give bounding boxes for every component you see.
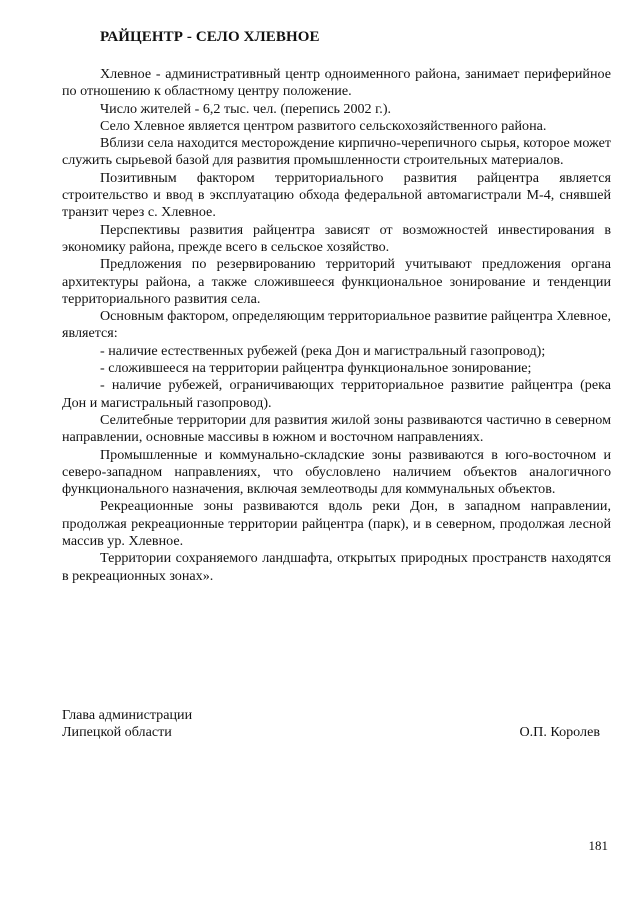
- signatory-position: Глава администрации: [62, 707, 193, 723]
- paragraph: Вблизи села находится месторождение кирпично-черепичного сырья, которое может служить сырьевой базой для развития промышленности строительных материалов.: [62, 135, 611, 169]
- paragraph: Промышленные и коммунально-складские зоны развиваются в юго-восточном и северо-западном направлениях, что обусловлено наличием объектов аналогичного функционального назначения, включая землеотводы для коммунальных объектов.: [62, 446, 611, 498]
- paragraph: Позитивным фактором территориального развития райцентра является строительство и ввод в эксплуатацию обхода федеральной автомагистрали М-4, снявшей транзит через с. Хлевное.: [62, 169, 611, 221]
- signatory-name: О.П. Королев: [519, 724, 600, 741]
- paragraph: Село Хлевное является центром развитого сельскохозяйственного района.: [100, 117, 547, 134]
- paragraph: Основным фактором, определяющим территориальное развитие райцентра Хлевное, является:: [62, 308, 611, 342]
- signature-block: [62, 707, 611, 742]
- signature-line-2: [62, 724, 611, 741]
- body-text: [62, 66, 611, 585]
- paragraph: Число жителей - 6,2 тыс. чел. (перепись 2002 г.).: [100, 100, 392, 117]
- paragraph: Территории сохраняемого ландшафта, открытых природных пространств находятся в рекреационных зонах».: [62, 550, 611, 584]
- list-item: - сложившееся на территории райцентра функциональное зонирование;: [100, 360, 532, 377]
- signature-line-1: [62, 707, 611, 724]
- paragraph: Хлевное - административный центр одноименного района, занимает периферийное по отношению к областному центру положение.: [62, 66, 611, 100]
- signatory-region: Липецкой области: [62, 724, 172, 741]
- section-title: РАЙЦЕНТР - СЕЛО ХЛЕВНОЕ: [100, 29, 320, 45]
- paragraph: Селитебные территории для развития жилой зоны развиваются частично в северном направлении, основные массивы в южном и восточном направлениях.: [62, 411, 611, 446]
- page-number: 181: [588, 838, 608, 853]
- paragraph: Рекреационные зоны развиваются вдоль реки Дон, в западном направлении, продолжая рекреационные территории райцентра (парк), и в северном, продолжая лесной массив ур. Хлевное.: [62, 498, 611, 550]
- paragraph: Предложения по резервированию территорий учитывают предложения органа архитектуры района, а также сложившееся функциональное зонирование и тенденции территориального развития села.: [62, 256, 611, 307]
- list-item: - наличие рубежей, ограничивающих территориальное развитие райцентра (река Дон и магистральный газопровод).: [62, 377, 611, 411]
- paragraph: Перспективы развития райцентра зависят от возможностей инвестирования в экономику района, прежде всего в сельское хозяйство.: [62, 221, 611, 255]
- list-item: - наличие естественных рубежей (река Дон и магистральный газопровод);: [100, 342, 546, 359]
